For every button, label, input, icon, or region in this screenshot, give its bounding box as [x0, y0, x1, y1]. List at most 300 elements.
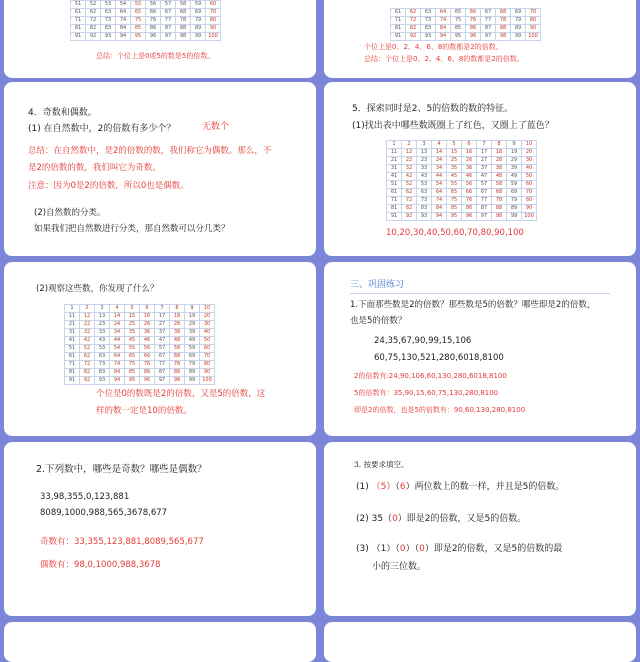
table-cell: 15: [125, 313, 140, 321]
table-cell: 6: [140, 305, 155, 313]
table-cell: 94: [116, 33, 131, 41]
table-cell: 99: [511, 33, 526, 41]
next-slide-right: [324, 622, 636, 662]
table-cell: 59: [507, 181, 522, 189]
table-cell: 45: [447, 173, 462, 181]
table-cell: 82: [86, 25, 101, 33]
table-cell: 100: [522, 213, 537, 221]
table-cell: 35: [447, 165, 462, 173]
table-cell: 30: [200, 321, 215, 329]
table-cell: 84: [436, 25, 451, 33]
table-cell: 44: [432, 173, 447, 181]
table-cell: 73: [417, 197, 432, 205]
table-cell: 13: [95, 313, 110, 321]
slide-observe: [4, 262, 316, 436]
table-cell: 12: [402, 149, 417, 157]
table-cell: 92: [406, 33, 421, 41]
table-cell: 71: [391, 17, 406, 25]
table-cell: 100: [526, 33, 541, 41]
line-text: 两位数上的数一样，并且是5的倍数。: [414, 482, 565, 492]
table-cell: 84: [432, 205, 447, 213]
table-cell: 43: [417, 173, 432, 181]
number-table: [390, 8, 541, 41]
table-cell: 70: [522, 189, 537, 197]
table-cell: 89: [511, 25, 526, 33]
table-cell: 91: [65, 377, 80, 385]
next-slide-left: [4, 622, 316, 662]
filled-digit-2: 0: [419, 544, 425, 554]
table-cell: 63: [417, 189, 432, 197]
table-row: [387, 141, 537, 149]
table-row: [65, 377, 215, 385]
table-cell: 90: [200, 369, 215, 377]
given-digit: （5）: [371, 482, 396, 492]
table-cell: 66: [462, 189, 477, 197]
table-row: [71, 9, 221, 17]
table-cell: 61: [391, 9, 406, 17]
table-cell: 62: [86, 9, 101, 17]
table-cell: 73: [421, 17, 436, 25]
table-cell: 57: [161, 1, 176, 9]
table-cell: 40: [200, 329, 215, 337]
table-cell: 64: [436, 9, 451, 17]
numbers-line-2: 8089,1000,988,565,3678,677: [40, 508, 168, 518]
table-row: [65, 353, 215, 361]
table-cell: 68: [176, 9, 191, 17]
table-cell: 18: [170, 313, 185, 321]
question-1: (1) 在自然数中，2的倍数有多少个？: [28, 124, 176, 134]
table-cell: 8: [492, 141, 507, 149]
table-cell: 80: [526, 17, 541, 25]
table-cell: 3: [417, 141, 432, 149]
table-cell: 100: [200, 377, 215, 385]
summary-line-2: 是2的倍数的数，我们叫它为奇数。: [28, 163, 161, 173]
slide-five-multiples-table: [4, 0, 316, 78]
table-cell: 90: [522, 205, 537, 213]
table-cell: 6: [462, 141, 477, 149]
table-cell: 53: [417, 181, 432, 189]
table-cell: 73: [95, 361, 110, 369]
table-cell: 70: [526, 9, 541, 17]
table-cell: 68: [170, 353, 185, 361]
table-cell: 23: [417, 157, 432, 165]
table-cell: 96: [140, 377, 155, 385]
slide-practice-3: [324, 442, 636, 616]
heading: 5．探索同时是2、5的倍数的数的特征。: [352, 104, 514, 114]
table-cell: 62: [402, 189, 417, 197]
table-cell: 81: [387, 205, 402, 213]
table-cell: 75: [447, 197, 462, 205]
table-cell: 47: [477, 173, 492, 181]
table-cell: 65: [447, 189, 462, 197]
table-cell: 2: [80, 305, 95, 313]
table-cell: 66: [140, 353, 155, 361]
table-row: [387, 213, 537, 221]
table-cell: 71: [387, 197, 402, 205]
table-cell: 12: [80, 313, 95, 321]
table-row: [65, 305, 215, 313]
table-cell: 14: [432, 149, 447, 157]
paren-open: （: [395, 482, 400, 492]
filled-digit: 6: [399, 482, 406, 492]
filled-digit-1: 0: [399, 544, 406, 554]
table-cell: 95: [447, 213, 462, 221]
table-cell: 43: [95, 337, 110, 345]
table-cell: 64: [432, 189, 447, 197]
odd-answer: 奇数有：33,355,123,881,8089,565,677: [40, 537, 204, 547]
table-cell: 35: [125, 329, 140, 337]
table-cell: 14: [110, 313, 125, 321]
table-cell: 4: [110, 305, 125, 313]
table-cell: 69: [185, 353, 200, 361]
table-cell: 5: [125, 305, 140, 313]
table-cell: 67: [161, 9, 176, 17]
table-cell: 49: [507, 173, 522, 181]
table-cell: 88: [170, 369, 185, 377]
table-cell: 52: [402, 181, 417, 189]
table-row: [65, 329, 215, 337]
table-cell: 3: [95, 305, 110, 313]
paren-close: ）: [405, 482, 415, 492]
table-cell: 61: [65, 353, 80, 361]
table-cell: 80: [522, 197, 537, 205]
numbers-line-2: 60,75,130,521,280,6018,8100: [374, 353, 504, 363]
table-cell: 24: [110, 321, 125, 329]
table-cell: 71: [71, 17, 86, 25]
table-cell: 62: [406, 9, 421, 17]
table-cell: 41: [387, 173, 402, 181]
table-row: [65, 337, 215, 345]
table-cell: 5: [447, 141, 462, 149]
table-cell: 45: [125, 337, 140, 345]
table-cell: 23: [95, 321, 110, 329]
table-cell: 93: [95, 377, 110, 385]
table-row: [71, 33, 221, 41]
table-cell: 17: [477, 149, 492, 157]
table-row: [387, 165, 537, 173]
table-row: [387, 149, 537, 157]
table-row: [71, 1, 221, 9]
line-prefix: (3) （1）（: [356, 544, 400, 554]
table-cell: 51: [71, 1, 86, 9]
table-cell: 95: [125, 377, 140, 385]
table-cell: 40: [522, 165, 537, 173]
question-1: (1)找出表中哪些数既圈上了红色，又圈上了蓝色？: [352, 121, 554, 131]
table-cell: 8: [170, 305, 185, 313]
table-cell: 91: [391, 33, 406, 41]
table-cell: 29: [507, 157, 522, 165]
table-row: [65, 345, 215, 353]
table-cell: 74: [436, 17, 451, 25]
answer-multiples-2: 2的倍数有:24,90,106,60,130,280,6018,8100: [354, 372, 507, 380]
table-cell: 98: [176, 33, 191, 41]
table-cell: 67: [477, 189, 492, 197]
table-cell: 88: [176, 25, 191, 33]
table-cell: 63: [421, 9, 436, 17]
table-cell: 84: [116, 25, 131, 33]
table-cell: 67: [155, 353, 170, 361]
table-cell: 93: [101, 33, 116, 41]
table-cell: 86: [466, 25, 481, 33]
section-divider: [350, 293, 610, 294]
table-cell: 7: [155, 305, 170, 313]
table-cell: 28: [492, 157, 507, 165]
slide-odd-even: [4, 82, 316, 256]
table-cell: 72: [86, 17, 101, 25]
table-cell: 53: [101, 1, 116, 9]
table-cell: 76: [462, 197, 477, 205]
table-cell: 85: [131, 25, 146, 33]
table-row: [65, 313, 215, 321]
summary-line-1: 总结：在自然数中，是2的倍数的数，我们称它为偶数。那么，不: [28, 146, 272, 156]
table-cell: 68: [496, 9, 511, 17]
table-cell: 72: [80, 361, 95, 369]
table-cell: 67: [481, 9, 496, 17]
table-cell: 69: [191, 9, 206, 17]
table-cell: 42: [402, 173, 417, 181]
table-cell: 74: [116, 17, 131, 25]
table-cell: 65: [125, 353, 140, 361]
table-cell: 68: [492, 189, 507, 197]
heading: 4．奇数和偶数。: [28, 108, 97, 118]
hundred-table: [64, 304, 215, 385]
fill-line-3: [356, 544, 562, 555]
table-cell: 22: [80, 321, 95, 329]
table-cell: 73: [101, 17, 116, 25]
answer-1: 无数个: [202, 122, 230, 132]
table-cell: 25: [447, 157, 462, 165]
table-cell: 55: [131, 1, 146, 9]
fill-line-3-continued: 小的三位数。: [372, 562, 427, 572]
question-2-text: 如果我们把自然数进行分类，那自然数可以分几类？: [34, 224, 230, 234]
table-cell: 80: [200, 361, 215, 369]
numbers-line-1: 24,35,67,90,99,15,106: [374, 336, 472, 346]
table-cell: 58: [176, 1, 191, 9]
table-cell: 59: [185, 345, 200, 353]
table-cell: 55: [447, 181, 462, 189]
table-cell: 83: [95, 369, 110, 377]
number-table: [70, 0, 221, 41]
table-cell: 56: [146, 1, 161, 9]
table-cell: 92: [80, 377, 95, 385]
table-cell: 83: [417, 205, 432, 213]
table-cell: 46: [140, 337, 155, 345]
table-row: [387, 181, 537, 189]
table-cell: 83: [421, 25, 436, 33]
table-cell: 10: [200, 305, 215, 313]
table-cell: 25: [125, 321, 140, 329]
filled-digit: 0: [392, 514, 398, 524]
table-cell: 61: [387, 189, 402, 197]
table-cell: 19: [185, 313, 200, 321]
table-cell: 92: [86, 33, 101, 41]
table-cell: 78: [176, 17, 191, 25]
table-cell: 41: [65, 337, 80, 345]
table-cell: 98: [170, 377, 185, 385]
table-cell: 86: [462, 205, 477, 213]
table-cell: 52: [80, 345, 95, 353]
table-cell: 53: [95, 345, 110, 353]
table-cell: 54: [110, 345, 125, 353]
table-cell: 76: [466, 17, 481, 25]
table-cell: 76: [146, 17, 161, 25]
table-cell: 79: [511, 17, 526, 25]
table-cell: 33: [95, 329, 110, 337]
table-cell: 76: [140, 361, 155, 369]
question-2: (2)自然数的分类。: [34, 208, 106, 218]
table-cell: 60: [522, 181, 537, 189]
slide-practice-2: [4, 442, 316, 616]
table-cell: 34: [110, 329, 125, 337]
table-cell: 89: [507, 205, 522, 213]
table-cell: 75: [125, 361, 140, 369]
table-cell: 62: [80, 353, 95, 361]
table-cell: 48: [170, 337, 185, 345]
table-cell: 39: [507, 165, 522, 173]
table-cell: 17: [155, 313, 170, 321]
table-cell: 31: [387, 165, 402, 173]
table-cell: 98: [496, 33, 511, 41]
table-cell: 79: [185, 361, 200, 369]
line-text: ）即是2的倍数，又是5的倍数。: [397, 514, 527, 524]
table-cell: 13: [417, 149, 432, 157]
fill-line-2: [356, 514, 526, 525]
table-cell: 70: [200, 353, 215, 361]
table-cell: 52: [86, 1, 101, 9]
table-cell: 54: [116, 1, 131, 9]
table-cell: 97: [481, 33, 496, 41]
table-row: [391, 9, 541, 17]
table-cell: 85: [447, 205, 462, 213]
table-cell: 16: [140, 313, 155, 321]
table-cell: 87: [477, 205, 492, 213]
table-cell: 66: [466, 9, 481, 17]
table-cell: 93: [421, 33, 436, 41]
table-cell: 74: [432, 197, 447, 205]
table-cell: 94: [110, 377, 125, 385]
table-cell: 58: [492, 181, 507, 189]
table-row: [65, 369, 215, 377]
table-cell: 42: [80, 337, 95, 345]
table-cell: 15: [447, 149, 462, 157]
table-cell: 97: [477, 213, 492, 221]
table-cell: 10: [522, 141, 537, 149]
table-cell: 58: [170, 345, 185, 353]
table-row: [71, 17, 221, 25]
table-cell: 7: [477, 141, 492, 149]
table-cell: 91: [387, 213, 402, 221]
table-cell: 65: [131, 9, 146, 17]
table-cell: 11: [387, 149, 402, 157]
table-cell: 21: [387, 157, 402, 165]
table-cell: 65: [451, 9, 466, 17]
table-cell: 57: [155, 345, 170, 353]
table-cell: 63: [101, 9, 116, 17]
table-cell: 11: [65, 313, 80, 321]
table-cell: 47: [155, 337, 170, 345]
table-cell: 92: [402, 213, 417, 221]
table-cell: 50: [200, 337, 215, 345]
table-cell: 34: [432, 165, 447, 173]
table-cell: 1: [65, 305, 80, 313]
table-row: [391, 25, 541, 33]
table-cell: 20: [522, 149, 537, 157]
table-cell: 26: [140, 321, 155, 329]
table-cell: 69: [507, 189, 522, 197]
table-cell: 64: [116, 9, 131, 17]
table-cell: 78: [170, 361, 185, 369]
table-row: [387, 205, 537, 213]
table-cell: 78: [496, 17, 511, 25]
table-cell: 51: [387, 181, 402, 189]
table-cell: 26: [462, 157, 477, 165]
table-cell: 37: [477, 165, 492, 173]
table-cell: 2: [402, 141, 417, 149]
table-cell: 1: [387, 141, 402, 149]
table-cell: 97: [161, 33, 176, 41]
table-cell: 96: [466, 33, 481, 41]
table-cell: 93: [417, 213, 432, 221]
table-cell: 87: [161, 25, 176, 33]
table-cell: 82: [406, 25, 421, 33]
table-cell: 39: [185, 329, 200, 337]
table-cell: 33: [417, 165, 432, 173]
table-cell: 75: [451, 17, 466, 25]
question-text: 2.下列数中，哪些是奇数？哪些是偶数？: [36, 464, 207, 475]
table-cell: 29: [185, 321, 200, 329]
table-cell: 69: [511, 9, 526, 17]
table-cell: 89: [185, 369, 200, 377]
table-cell: 66: [146, 9, 161, 17]
item-number: (1): [356, 482, 369, 492]
summary-text-2: 总结：个位上是0、2、4、6、8的数都是2的倍数。: [364, 55, 524, 63]
table-cell: 71: [65, 361, 80, 369]
table-row: [391, 17, 541, 25]
table-cell: 27: [155, 321, 170, 329]
table-cell: 56: [462, 181, 477, 189]
table-cell: 30: [522, 157, 537, 165]
question-line-2: 也是5的倍数？: [350, 316, 407, 326]
slide-practice-1: [324, 262, 636, 436]
table-cell: 88: [496, 25, 511, 33]
question-2: (2)观察这些数，你发现了什么？: [36, 284, 159, 294]
table-cell: 99: [185, 377, 200, 385]
table-cell: 81: [71, 25, 86, 33]
table-cell: 81: [391, 25, 406, 33]
table-cell: 97: [155, 377, 170, 385]
table-cell: 28: [170, 321, 185, 329]
table-cell: 84: [110, 369, 125, 377]
table-cell: 100: [206, 33, 221, 41]
table-row: [391, 33, 541, 41]
table-cell: 24: [432, 157, 447, 165]
fill-line-1: [356, 482, 564, 493]
table-cell: 60: [200, 345, 215, 353]
table-cell: 91: [71, 33, 86, 41]
table-cell: 18: [492, 149, 507, 157]
paren-mid: ）（: [405, 544, 420, 554]
finding-line-1: 个位是0的数既是2的倍数，又是5的倍数，这: [96, 389, 266, 399]
table-cell: 63: [95, 353, 110, 361]
slide-common-multiples: [324, 82, 636, 256]
hundred-table: [386, 140, 537, 221]
table-cell: 51: [65, 345, 80, 353]
table-cell: 94: [432, 213, 447, 221]
table-cell: 78: [492, 197, 507, 205]
finding-line-2: 样的数一定是10的倍数。: [96, 406, 192, 416]
table-cell: 75: [131, 17, 146, 25]
note-text: 注意：因为0是2的倍数，所以0也是偶数。: [28, 181, 189, 191]
